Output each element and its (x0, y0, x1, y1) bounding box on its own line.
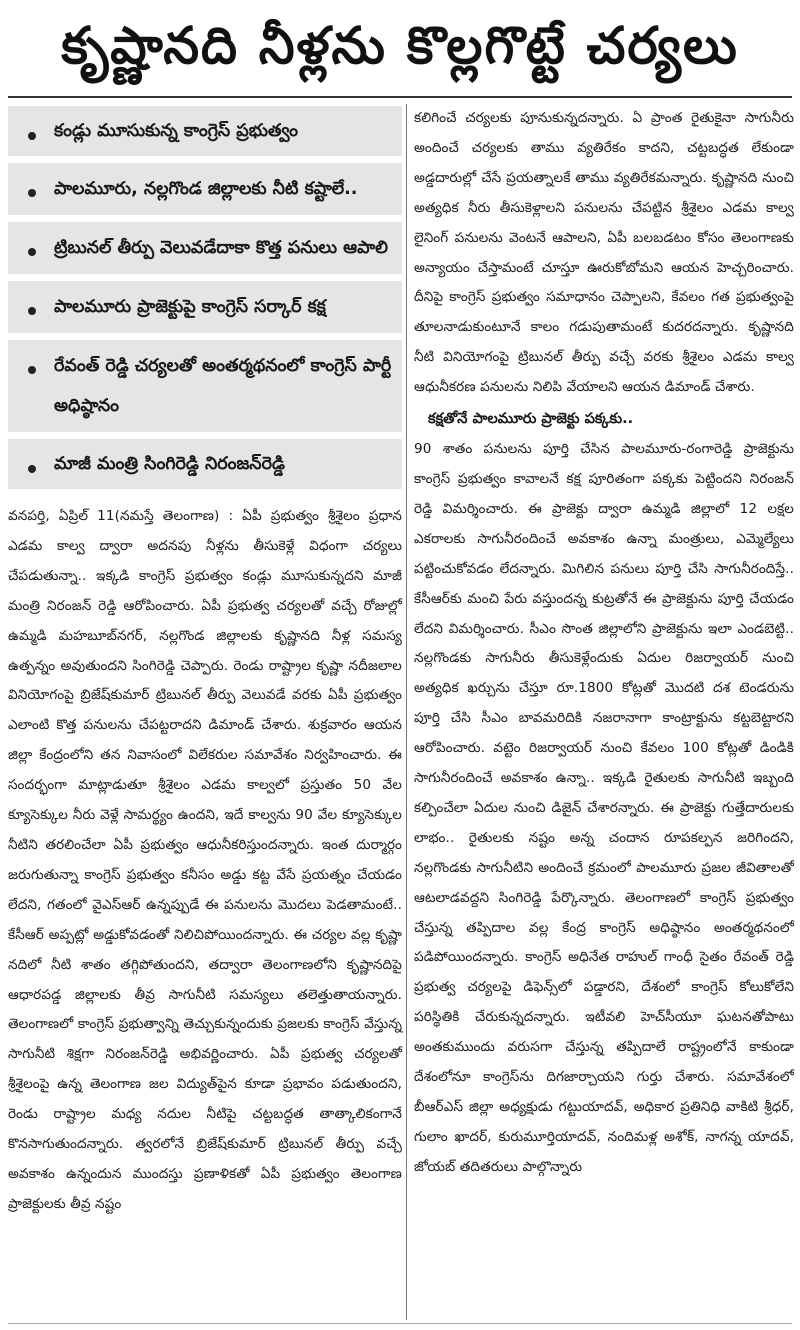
column-divider (406, 104, 407, 1320)
article-body-right-2: 90 శాతం పనులను పూర్తి చేసిన పాలమూరు-రంగారెడ్డి ప్రాజెక్టును కాంగ్రెస్ ప్రభుత్వం కావాలనే కక్ష పూరితంగా పక్కకు పెట్టిందని నిరంజన్ రెడ్డి విమర్శించారు. ఈ ప్రాజెక్టు ద్వారా ఉమ్మడి జిల్లాలో 12 లక్షల ఎకరాలకు సాగునీరందించే అవకాశం ఉన్నా మంత్రులు, ఎమ్మెల్యేలు పట్టించుకోవడం లేదన్నారు. మిగిలిన పనులు పూర్తి చేసి సాగునీరందిస్తే.. కేసీఆర్‌కు మంచి పేరు వస్తుందన్న కుట్రతోనే ఈ ప్రాజెక్టును పూర్తి చేయడం లేదని విమర్శించారు. సీఎం సొంత జిల్లాలోని ప్రాజెక్టును ఇలా ఎండబెట్టి.. నల్లగొండకు సాగునీరు తీసుకెళ్లేందుకు ఏదుల రిజర్వాయర్ నుంచి అత్యధిక ఖర్చును చేస్తూ రూ.1800 కోట్లతో మొదటి దశ టెండరును పూర్తి చేసి సీఎం బావమరిదికి నజరానాగా కాంట్రాక్టును కట్టబెట్టారని ఆరోపించారు. వట్టెం రిజర్వాయర్ నుంచి కేవలం 100 కోట్లతో డిండికి సాగునీరందించే అవకాశం ఉన్నా.. ఇక్కడి రైతులకు సాగునీటి ఇబ్బంది కల్పించేలా ఏదుల నుంచి డిజైన్ చేశారన్నారు. ఈ ప్రాజెక్టు గుత్తేదారులకు లాభం.. రైతులకు నష్టం అన్న చందాన రూపకల్పన జరిగిందని, నల్లగొండకు సాగునీటిని అందించే క్రమంలో పాలమూరు ప్రజల జీవితాలతో ఆటలాడవద్దని సింగిరెడ్డి పేర్కొన్నారు. తెలంగాణలో కాంగ్రెస్ ప్రభుత్వం చేస్తున్న తప్పిదాల వల్ల కేంద్ర కాంగ్రెస్ అధిష్ఠానం అంతర్మథనంలో పడిపోయిందన్నారు. కాంగ్రెస్ అధినేత రాహుల్ గాంధీ సైతం రేవంత్ రెడ్డి ప్రభుత్వ చర్యలపై డిఫెన్స్‌లో పడ్డారని, దేశంలో కాంగ్రెస్ కోలుకోలేని పరిస్థితికి చేరుకున్నదన్నారు. ఇటీవలి హెచ్‌సీయూ ఘటనతోపాటు అంతకుముందు వరుసగా చేస్తున్న తప్పిదాలే రాష్ట్రంలోనే కాకుండా దేశంలోనూ కాంగ్రెస్‌ను దిగజార్చాయని గుర్తు చేశారు. సమావేశంలో బీఆర్‌ఎస్ జిల్లా అధ్యక్షుడు గట్టుయాదవ్, అధికార ప్రతినిధి వాకిటి శ్రీధర్, గులాం ఖాదర్, కురుమూర్తియాదవ్, నందిమళ్ల అశోక్, నాగన్న యాదవ్, జోయబ్ తదితరులు పాల్గొన్నారు (414, 441, 794, 1175)
highlight-item (8, 163, 402, 216)
left-column (8, 100, 402, 1322)
highlight-item (8, 106, 402, 157)
highlight-item (8, 340, 402, 433)
sub-heading: కక్షతోనే పాలమూరు ప్రాజెక్టు పక్కకు.. (414, 403, 794, 435)
highlight-text: రేవంత్ రెడ్డి చర్యలతో అంతర్మథనంలో కాంగ్రెస్ పార్టీ అధిష్ఠానం (54, 356, 392, 416)
bullet-icon (28, 307, 36, 315)
highlight-text: కండ్లు మూసుకున్న కాంగ్రెస్ ప్రభుత్వం (54, 121, 298, 141)
headline-rule (8, 96, 792, 98)
bullet-icon (28, 132, 36, 140)
highlight-text: పాలమూరు ప్రాజెక్టుపై కాంగ్రెస్ సర్కార్ కక్ష (54, 297, 326, 317)
highlight-item (8, 222, 402, 275)
highlights-list (8, 106, 402, 490)
article-body-left: వనపర్తి, ఏప్రిల్ 11(నమస్తే తెలంగాణ) : ఏపీ ప్రభుత్వం శ్రీశైలం ప్రధాన ఎడమ కాల్వ ద్వారా అదనపు నీళ్లను తీసుకెళ్లే విధంగా చర్యలు చేపడుతున్నా.. ఇక్కడి కాంగ్రెస్ ప్రభుత్వం కండ్లు మూసుకున్నదని మాజీ మంత్రి నిరంజన్ రెడ్డి ఆరోపించారు. ఏపీ ప్రభుత్వ చర్యలతో వచ్చే రోజుల్లో ఉమ్మడి మహబూబ్‌నగర్, నల్లగొండ జిల్లాలకు కృష్ణానది నీళ్ల సమస్య ఉత్పన్నం అవుతుందని సింగిరెడ్డి చెప్పారు. రెండు రాష్ట్రాల కృష్ణా నదీజలాల వినియోగంపై బ్రిజేష్‌కుమార్ ట్రిబునల్ తీర్పు వెలువడే వరకు ఏపీ ప్రభుత్వం ఎలాంటి కొత్త పనులను చేపట్టరాదని డిమాండ్ చేశారు. శుక్రవారం ఆయన జిల్లా కేంద్రంలోని తన నివాసంలో విలేకరుల సమావేశం నిర్వహించారు. ఈ సందర్భంగా మాట్లాడుతూ శ్రీశైలం ఎడమ కాల్వలో ప్రస్తుతం 50 వేల క్యూసెక్కుల నీరు వెళ్లే సామర్థ్యం ఉందని, ఇదే కాల్వను 90 వేల క్యూసెక్కుల నీటిని తరలించేలా ఏపీ ప్రభుత్వం ఆధునీకరిస్తుందన్నారు. ఇంత దుర్మార్గం జరుగుతున్నా కాంగ్రెస్ ప్రభుత్వం కనీసం అడ్డు కట్ట వేసే ప్రయత్నం చేయడం లేదని, గతంలో వైఎస్‌ఆర్ ఉన్నప్పుడే ఈ పనులను మొదలు పెడతామంటే.. కేసీఆర్ అప్పట్లో అడ్డుకోవడంతో నిలిచిపోయిందన్నారు. ఈ చర్యల వల్ల కృష్ణా నదిలో నీటి శాతం తగ్గిపోతుందని, తద్వారా తెలంగాణలోని కృష్ణానదిపై ఆధారపడ్డ జిల్లాలకు తీవ్ర సాగునీటి సమస్యలు తలెత్తుతాయన్నారు. తెలంగాణలో కాంగ్రెస్ ప్రభుత్వాన్ని తెచ్చుకున్నందుకు ప్రజలకు కాంగ్రెస్ వేస్తున్న సాగునీటి శిక్షగా నిరంజన్‌రెడ్డి అభివర్ణించారు. ఏపీ ప్రభుత్వ చర్యలతో శ్రీశైలంపై ఉన్న తెలంగాణ జల విద్యుత్‌పైన కూడా ప్రభావం పడుతుందని, రెండు రాష్ట్రాల మధ్య నదుల నీటిపై చట్టబద్ధత తాత్కాలికంగానే కొనసాగుతుందన్నారు. త్వరలోనే బ్రిజేష్‌కుమార్ ట్రిబునల్ తీర్పు వచ్చే అవకాశం ఉన్నందున ముందస్తు ప్రణాళికతో ఏపీ ప్రభుత్వం తెలంగాణ ప్రాజెక్టులకు తీవ్ర నష్టం (8, 508, 402, 1212)
right-column (414, 104, 794, 1324)
bullet-icon (28, 189, 36, 197)
bullet-icon (28, 366, 36, 374)
article-headline: కృష్ణానది నీళ్లను కొల్లగొట్టే చర్యలు (61, 17, 739, 76)
highlight-item (8, 281, 402, 334)
highlight-text: ట్రిబునల్ తీర్పు వెలువడేదాకా కొత్త పనులు ఆపాలి (54, 238, 388, 258)
bullet-icon (28, 248, 36, 256)
article-body-right-1: కలిగించే చర్యలకు పూనుకున్నదన్నారు. ఏ ప్రాంత రైతుకైనా సాగునీరు అందించే చర్యలకు తాము వ్యతిరేకం కాదని, చట్టబద్ధత లేకుండా అడ్డదారుల్లో చేసే ప్రయత్నాలకే తాము వ్యతిరేకమన్నారు. కృష్ణానది నుంచి అత్యధిక నీరు తీసుకెళ్లాలని పనులను చేపట్టిన శ్రీశైలం ఎడమ కాల్వ లైనింగ్ పనులను వెంటనే ఆపాలని, ఏపీ బలబడటం కోసం తెలంగాణకు అన్యాయం చేస్తామంటే చూస్తూ ఊరుకోబోమని ఆయన హెచ్చరించారు. దీనిపై కాంగ్రెస్ ప్రభుత్వం సమాధానం చెప్పాలని, కేవలం గత ప్రభుత్వంపై తూలనాడుకుంటూనే కాలం గడుపుతామంటే కుదరదన్నారు. కృష్ణానది నీటి వినియోగంపై ట్రిబునల్ తీర్పు వచ్చే వరకు శ్రీశైలం ఎడమ కాల్వ ఆధునీకరణ పనులను నిలిపి వేయాలని ఆయన డిమాండ్ చేశారు. (414, 110, 794, 396)
highlight-text: పాలమూరు, నల్లగొండ జిల్లాలకు నీటి కష్టాలే.. (54, 179, 358, 199)
highlight-text: మాజీ మంత్రి సింగిరెడ్డి నిరంజన్‌రెడ్డి (54, 454, 285, 474)
highlight-item (8, 439, 402, 490)
bullet-icon (28, 465, 36, 473)
bottom-rule (8, 1323, 792, 1324)
